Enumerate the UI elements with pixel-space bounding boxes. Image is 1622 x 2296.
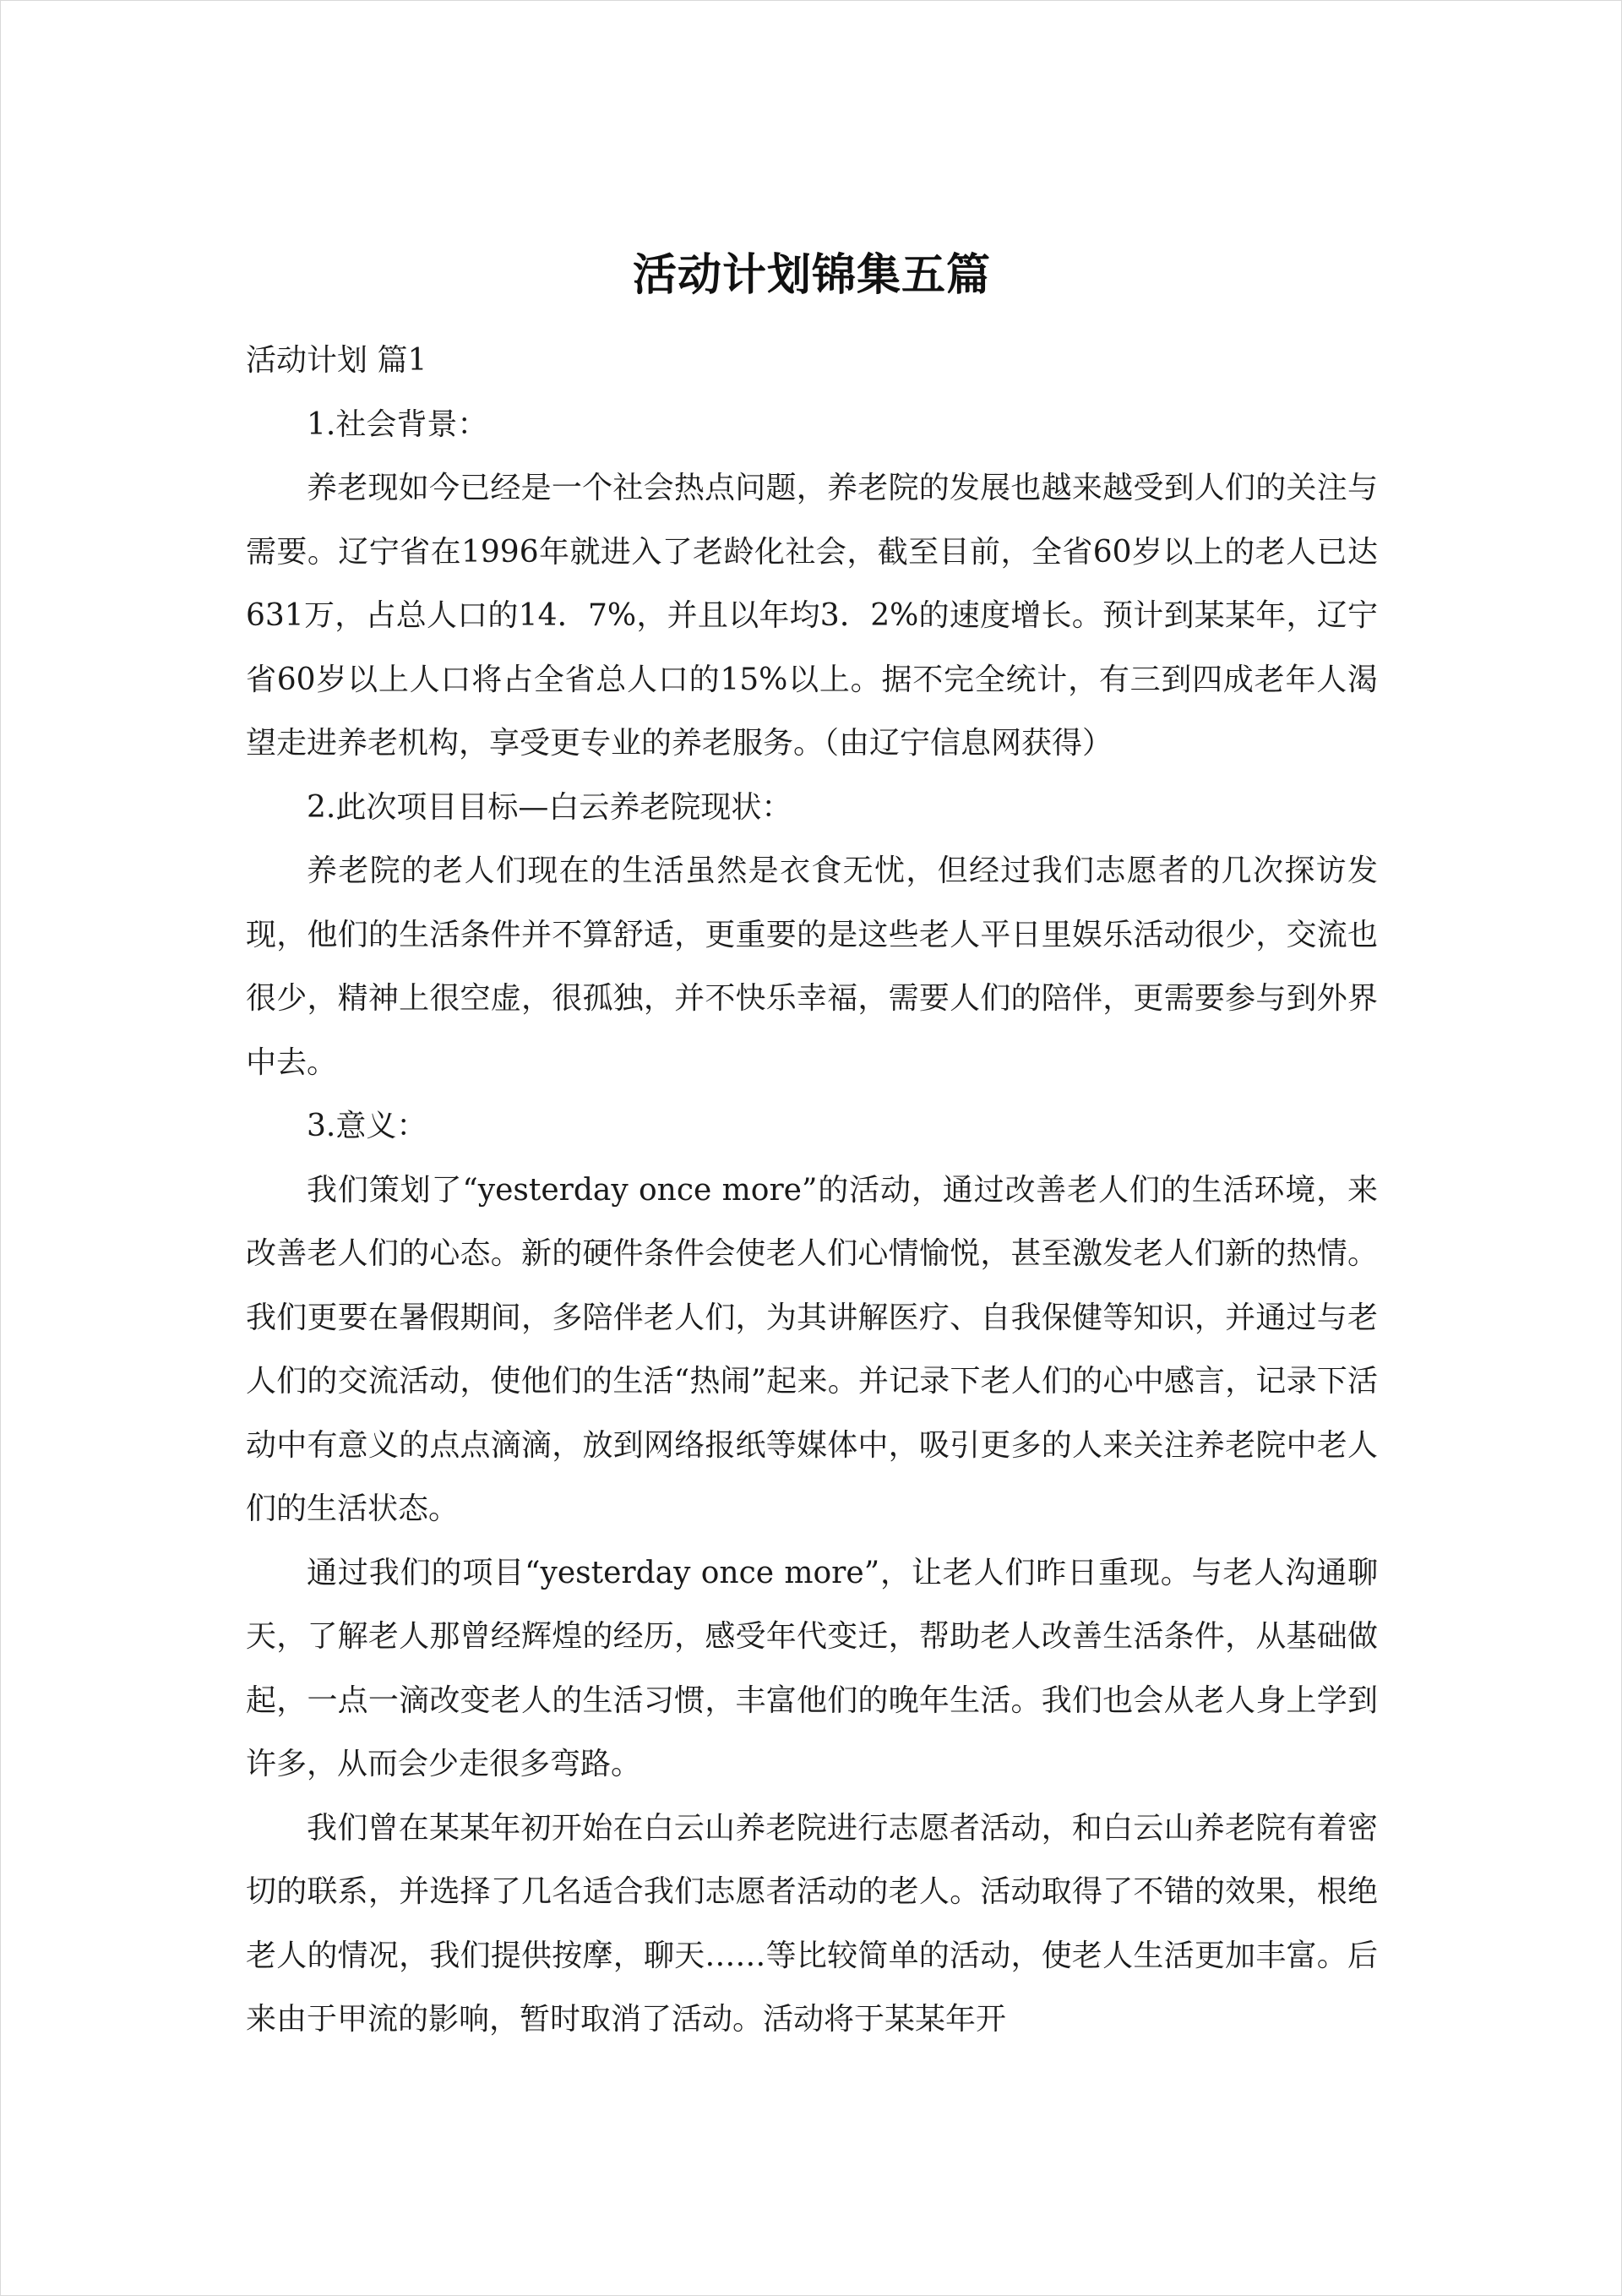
paragraph-significance: 我们策划了“yesterday once more”的活动，通过改善老人们的生活环境，来改善老人们的心态。新的硬件条件会使老人们心情愉悦，甚至激发老人们新的热情。我们更要在暑假期间，多陪伴老人们，为其讲解医疗、自我保健等知识，并通过与老人们的交流活动，使他们的生活“热闹”起来。并记录下老人们的心中感言，记录下活动中有意义的点点滴滴，放到网络报纸等媒体中，吸引更多的人来关注养老院中老人们的生活状态。 [246,1172,1378,1526]
subheading-project-goal: 2.此次项目目标—白云养老院现状： [307,789,792,825]
subheading-social-background: 1.社会背景： [307,406,488,442]
paragraph-project-goal: 养老院的老人们现在的生活虽然是衣食无忧，但经过我们志愿者的几次探访发现，他们的生活条件并不算舒适，更重要的是这些老人平日里娱乐活动很少，交流也很少，精神上很空虚，很孤独，并不快乐幸福，需要人们的陪伴，更需要参与到外界中去。 [246,854,1378,1080]
paragraph-social-background: 养老现如今已经是一个社会热点问题，养老院的发展也越来越受到人们的关注与需要。辽宁省在1996年就进入了老龄化社会，截至目前，全省60岁以上的老人已达631万，占总人口的14．7%，并且以年均3．2%的速度增长。预计到某某年，辽宁省60岁以上人口将占全省总人口的15%以上。据不完全统计，有三到四成老年人渴望走进养老机构，享受更专业的养老服务。（由辽宁信息网获得） [246,471,1378,761]
paragraph-project-purpose: 通过我们的项目“yesterday once more”，让老人们昨日重现。与老人沟通聊天，了解老人那曾经辉煌的经历，感受年代变迁，帮助老人改善生活条件，从基础做起，一点一滴改变老人的生活习惯，丰富他们的晚年生活。我们也会从老人身上学到许多，从而会少走很多弯路。 [246,1555,1378,1781]
document-title: 活动计划锦集五篇 [632,250,991,301]
subheading-significance: 3.意义： [307,1109,427,1143]
document-body [246,329,1378,2052]
paragraph-project-history: 我们曾在某某年初开始在白云山养老院进行志愿者活动，和白云山养老院有着密切的联系，并选择了几名适合我们志愿者活动的老人。活动取得了不错的效果，根绝老人的情况，我们提供按摩，聊天……等比较简单的活动，使老人生活更加丰富。后来由于甲流的影响，暂时取消了活动。活动将于某某年开 [246,1810,1378,2037]
section-heading: 活动计划 篇1 [246,343,427,378]
